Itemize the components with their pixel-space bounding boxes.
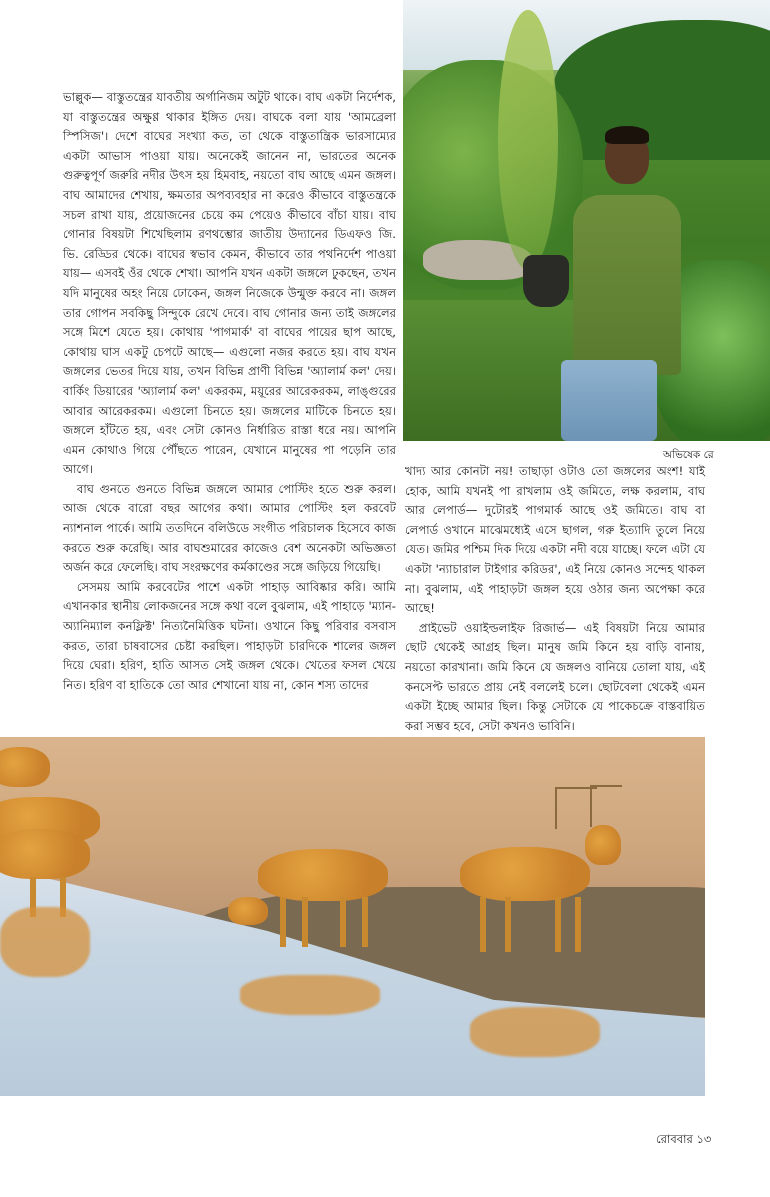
article-column-right — [405, 462, 705, 736]
photo-caption: অভিষেক রে — [663, 449, 714, 461]
photo-man-with-sapling — [403, 0, 770, 441]
photo-deer-at-water — [0, 737, 705, 1096]
paragraph: ভাল্লুক— বাস্তুতন্ত্রের যাবতীয় অর্গানিজম অটুট থাকে। বাঘ একটা নির্দেশক, যা বাস্তুতন্ত্রের অক্ষুণ্ণ থাকার ইঙ্গিত দেয়। বাঘকে বলা যায় 'আমব্রেলা স্পিসিজ'। দেশে বাঘের সংখ্যা কত, তা থেকে বাস্তুতান্ত্রিক ভারসাম্যের একটা আভাস পাওয়া যায়। অনেকেই জানেন না, ভারতের অনেক গুরুত্বপূর্ণ জরুরি নদীর উৎস হয় হিমবাহ, নয়তো বাঘ আছে এমন জঙ্গল। বাঘ আমাদের শেখায়, ক্ষমতার অপব্যবহার না করেও কীভাবে বাস্তুতন্ত্রকে সচল রাখা যায়, প্রয়োজনের চেয়ে কম পেয়েও কীভাবে বাঁচা যায়। বাঘ গোনার বিষয়টা শিখেছিলাম রণথম্ভোর জাতীয় উদ্যানের ডিএফও জি. ভি. রেড্ডির থেকে। বাঘের স্বভাব কেমন, কীভাবে তার পথনির্দেশ পাওয়া যায়— এসবই ওঁর থেকে শেখা। আপনি যখন একটা জঙ্গলে ঢুকছেন, তখন যদি মানুষের অহং নিয়ে ঢোকেন, জঙ্গল নিজেকে উন্মুক্ত করবে না। জঙ্গল তার গোপন সবকিছু সিন্দুকে রেখে দেবে। বাঘ গোনার জন্য তাই জঙ্গলের সঙ্গে মিশে যেতে হয়। কোথায় 'পাগমার্ক' বা বাঘের পায়ের ছাপ আছে, কোথায় ঘাস একটু চেপটে আছে— এগুলো নজর করতে হয়। বাঘ যখন জঙ্গলের ভেতর দিয়ে যায়, তখন বিভিন্ন প্রাণী বিভিন্ন 'অ্যালার্ম কল' দেয়। বার্কিং ডিয়ারের 'অ্যালার্ম কল' একরকম, ময়ূরের আরেকরকম, লাঙ্গুরের আবার আরেকরকম। এগুলো চিনতে হয়। জঙ্গলের মাটিকে চিনতে হয়। জঙ্গলে হাঁটতে হয়, এবং সেটা কোনও নির্ধারিত রাস্তা ধরে নয়। আপনি এমন কোথাও গিয়ে পৌঁছতে পারেন, যেখানে মানুষের পা পড়েনি তার আগে। — [63, 90, 396, 477]
paragraph: সেসময় আমি করবেটের পাশে একটা পাহাড় আবিষ্কার করি। আমি এখানকার স্থানীয় লোকজনের সঙ্গে কথা বলে বুঝলাম, এই পাহাড়ে 'ম্যান-অ্যানিম্যাল কনফ্লিক্ট' নিত্যনৈমিত্তিক ঘটনা। ওখানে কিছু পরিবার বসবাস করত, তারা চাষবাসের চেষ্টা করছিল। পাহাড়টা চারদিকে শালের জঙ্গল দিয়ে ঘেরা। হরিণ, হাতি আসত সেই জঙ্গল থেকে। খেতের ফসল খেয়ে নিত। হরিণ বা হাতিকে তো আর শেখানো যায় না, কোন শস্য তাদের — [63, 579, 396, 692]
paragraph: খাদ্য আর কোনটা নয়! তাছাড়া ওটাও তো জঙ্গলের অংশ! যাই হোক, আমি যখনই পা রাখলাম ওই জমিতে, লক্ষ করলাম, বাঘ আর লেপার্ড— দুটোরই পাগমার্ক আছে ওই জমিতে। বাঘ বা লেপার্ড ওখানে মাঝেমধ্যেই এসে ছাগল, গরু ইত্যাদি তুলে নিয়ে যেত। জমির পশ্চিম দিক দিয়ে একটা নদী বয়ে যাচ্ছে। ফলে এটা যে একটা 'ন্যাচারাল টাইগার করিডর', এই নিয়ে কোনও সন্দেহ থাকল না। বুঝলাম, এই পাহাড়টা জঙ্গল হয়ে ওঠার জন্য অপেক্ষা করে আছে! — [405, 464, 705, 616]
page-number: রোববার ১৩ — [656, 1132, 712, 1146]
article-column-left — [63, 88, 396, 695]
paragraph: বাঘ গুনতে গুনতে বিভিন্ন জঙ্গলে আমার পোস্টিং হতে শুরু করল। আজ থেকে বারো বছর আগের কথা। আমার পোস্টিং হল করবেট ন্যাশনাল পার্কে। আমি ততদিনে বলিউডে সংগীত পরিচালক হিসেবে কাজ করতে শুরু করেছি। আর বাঘশুমারের কাজেও বেশ অনেকটা অভিজ্ঞতা অর্জন করে ফেলেছি। বাঘ সংরক্ষণের কর্মকাণ্ডের সঙ্গে জড়িয়ে গিয়েছি। — [63, 481, 396, 575]
paragraph: প্রাইভেট ওয়াইল্ডলাইফ রিজার্ভ— এই বিষয়টা নিয়ে আমার ছোট থেকেই আগ্রহ ছিল। মানুষ জমি কিনে হয় বাড়ি বানায়, নয়তো কারখানা। জমি কিনে যে জঙ্গলও বানিয়ে তোলা যায়, এই কনসেপ্ট ভারতে প্রায় নেই বললেই চলে। ছোটবেলা থেকেই এমন একটা ইচ্ছে আমার ছিল। কিন্তু সেটাকে যে পাকেচক্রে বাস্তবায়িত করা সম্ভব হবে, সেটা কখনও ভাবিনি। — [405, 620, 705, 733]
